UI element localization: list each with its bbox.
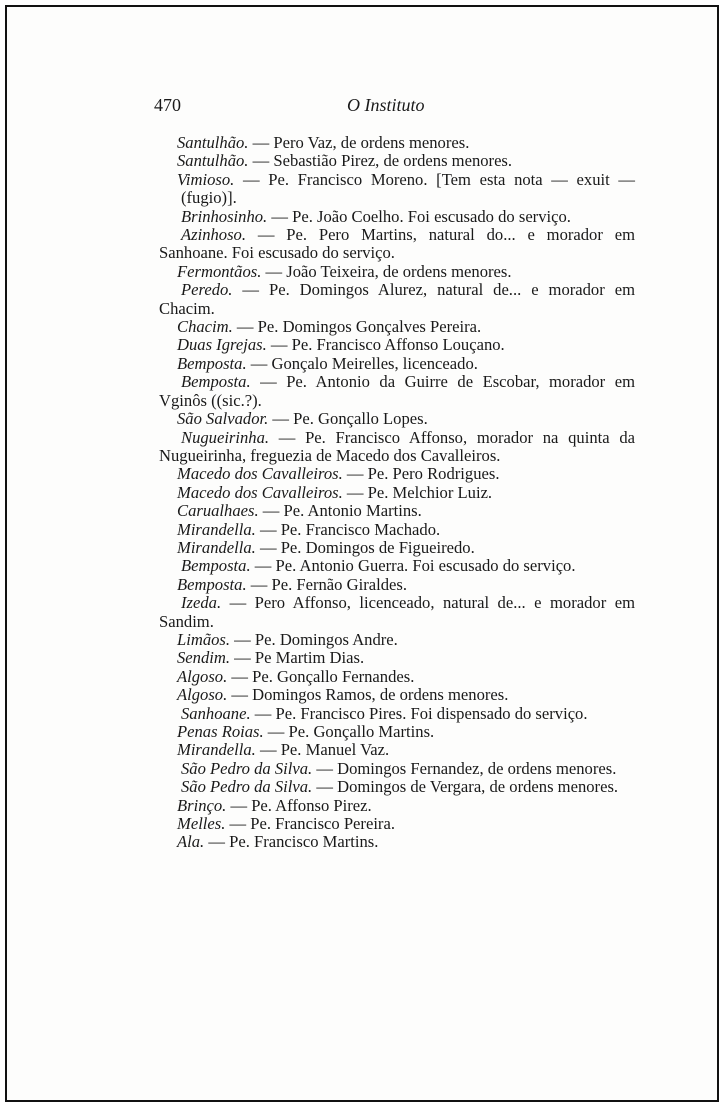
entry-place: Penas Roias. [177, 722, 264, 741]
entry-text: — Domingos Ramos, de ordens menores. [227, 685, 509, 705]
entry-place: São Pedro da Silva. [181, 777, 313, 797]
entry-place: Chacim. [177, 317, 233, 337]
entry-text: — Pe. Francisco Pereira. [225, 814, 395, 834]
entry-place: Sanhoane. [181, 703, 251, 723]
entry [159, 686, 635, 704]
entry-text: — Pe. Francisco Machado. [255, 519, 441, 539]
entry-place: Ala. [177, 832, 205, 852]
entry-place: Bemposta. [181, 556, 251, 576]
entry [159, 263, 635, 281]
entry [159, 484, 635, 502]
entry [159, 649, 635, 667]
entry-place: Izeda. [181, 593, 222, 613]
entry [159, 355, 635, 373]
entry [159, 281, 635, 318]
entry [159, 171, 635, 208]
entry-text: — Pe. Francisco Martins. [204, 832, 379, 852]
entry-place: Limãos. [177, 629, 231, 649]
entry [159, 226, 635, 263]
entry-place: São Pedro da Silva. [181, 758, 313, 778]
entry-place: Melles. [177, 814, 226, 834]
entry [159, 502, 635, 520]
entry-text: — Pe. Antonio Martins. [258, 501, 422, 521]
entry-place: Macedo dos Cavalleiros. [177, 482, 343, 502]
entry-text: — Pe. Domingos Andre. [230, 629, 398, 649]
entry [159, 465, 635, 483]
entry-text: — Pe. Francisco Pires. Foi dispensado do serviço. [250, 703, 588, 723]
entry [159, 373, 635, 410]
entry [159, 336, 635, 354]
entry-place: Santulhão. [177, 151, 249, 171]
entry-place: Sendim. [177, 648, 230, 668]
entry-place: Brinhosinho. [181, 206, 268, 226]
page-number: 470 [154, 95, 181, 115]
entry-text: — Pe. Melchior Luiz. [342, 482, 493, 502]
entry-place: Mirandella. [177, 537, 256, 557]
entry-place: Peredo. [181, 280, 233, 300]
entry-place: Fermontãos. [177, 261, 262, 281]
entry [159, 815, 635, 833]
entry-place: Carualhaes. [177, 501, 259, 521]
entry [159, 668, 635, 686]
entry-place: Mirandella. [177, 740, 256, 760]
entry-text: — Pe Martim Dias. [230, 648, 365, 668]
entry-text: — Pe. Fernão Giraldes. [246, 574, 407, 594]
entry [159, 797, 635, 815]
entry [159, 705, 635, 723]
entry-text: — Sebastião Pirez, de ordens menores. [248, 151, 513, 171]
entry-place: Vimioso. [177, 169, 235, 189]
entry-text: — Pe. Antonio da Guirre de Escobar, morador em Vginôs ((sic.?). [159, 372, 635, 410]
entry [159, 778, 635, 796]
entry-text: — Pe. João Coelho. Foi escusado do serviço. [267, 206, 571, 226]
entry-text: — Pe. Gonçallo Lopes. [268, 409, 428, 429]
entry-text: — Pero Vaz, de ordens menores. [248, 133, 470, 152]
entry-text: — Pe. Affonso Pirez. [226, 795, 372, 815]
entry-text: — Pe. Domingos Gonçalves Pereira. [232, 317, 482, 337]
entry-text: — Pe. Francisco Moreno. [Tem esta nota — exuit — (fugio)]. [181, 169, 635, 208]
entry-place: Duas Igrejas. [177, 335, 267, 355]
entry [159, 134, 635, 152]
entry [159, 631, 635, 649]
book-page [5, 5, 719, 1102]
running-title: O Instituto [347, 95, 425, 115]
entry-place: Algoso. [177, 666, 228, 686]
entry-text: — Pe. Manuel Vaz. [255, 740, 390, 760]
entry-text: — João Teixeira, de ordens menores. [261, 261, 512, 281]
entry [159, 594, 635, 631]
entry-text: — Gonçalo Meirelles, licenceado. [246, 353, 478, 373]
entry-place: Nugueirinha. [181, 427, 270, 447]
entry-text: — Pero Affonso, licenceado, natural de... e morador em Sandim. [159, 593, 635, 631]
entry-text: — Pe. Domingos Alurez, natural de... e morador em Chacim. [159, 280, 635, 318]
entry-place: Macedo dos Cavalleiros. [177, 464, 343, 484]
entry-list [159, 134, 635, 852]
entry-text: — Pe. Gonçallo Fernandes. [227, 666, 415, 686]
entry-text: — Pe. Pero Rodrigues. [342, 464, 500, 484]
entry-text: — Pe. Francisco Affonso, morador na quinta da Nugueirinha, freguezia de Macedo dos Cavalleiros. [159, 427, 635, 465]
entry-text: — Pe. Gonçallo Martins. [263, 722, 435, 741]
entry [159, 741, 635, 759]
entry-place: Bemposta. [177, 353, 247, 373]
entry [159, 539, 635, 557]
entry-place: São Salvador. [177, 409, 269, 429]
entry-text: — Pe. Domingos de Figueiredo. [255, 537, 475, 557]
entry [159, 557, 635, 575]
entry [159, 760, 635, 778]
entry [159, 208, 635, 226]
entry-text: — Pe. Antonio Guerra. Foi escusado do serviço. [250, 556, 576, 576]
entry-place: Bemposta. [177, 574, 247, 594]
entry-place: Mirandella. [177, 519, 256, 539]
entry-text: — Domingos de Vergara, de ordens menores. [312, 777, 619, 797]
entry [159, 833, 635, 851]
page-header [154, 95, 717, 119]
entry [159, 429, 635, 466]
entry [159, 576, 635, 594]
entry-place: Algoso. [177, 685, 228, 705]
entry-place: Santulhão. [177, 133, 249, 152]
entry-text: — Pe. Pero Martins, natural do... e morador em Sanhoane. Foi escusado do serviço. [159, 225, 635, 263]
entry [159, 521, 635, 539]
entry-place: Brinço. [177, 795, 227, 815]
entry [159, 318, 635, 336]
entry-text: — Domingos Fernandez, de ordens menores. [312, 758, 617, 778]
entry [159, 410, 635, 428]
entry [159, 152, 635, 170]
entry-place: Azinhoso. [181, 225, 246, 245]
entry-place: Bemposta. [181, 372, 251, 392]
entry [159, 723, 635, 741]
entry-text: — Pe. Francisco Affonso Louçano. [266, 335, 505, 355]
